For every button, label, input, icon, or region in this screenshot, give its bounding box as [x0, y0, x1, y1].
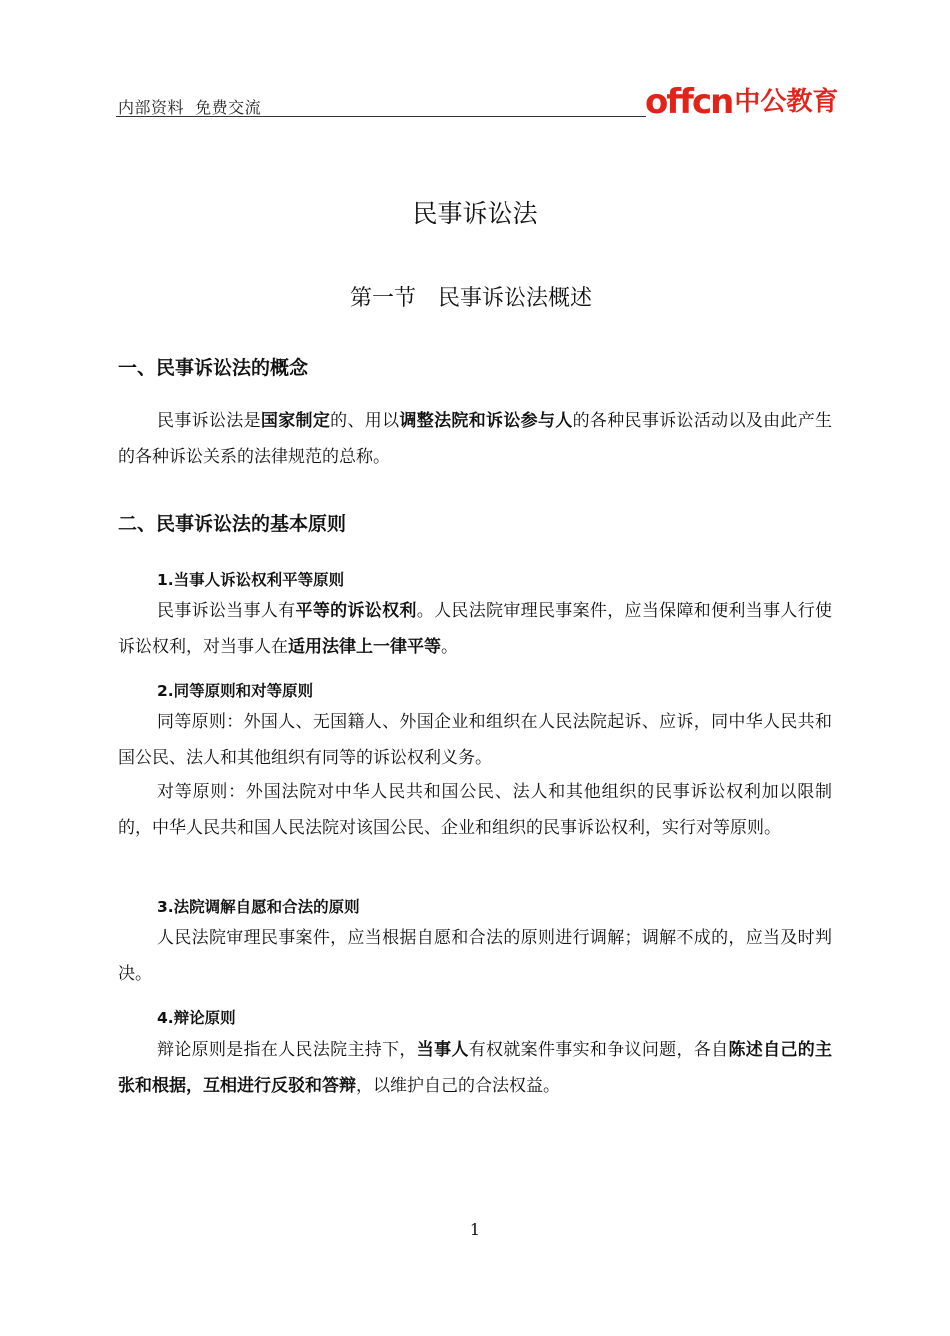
- section-title: 第一节 民事诉讼法概述: [349, 286, 592, 311]
- text-run: 辩论原则是指在人民法院主持下，: [157, 1040, 417, 1060]
- principle-2-paragraph-2: 对等原则：外国法院对中华人民共和国公民、法人和其他组织的民事诉讼权利加以限制的，中华人民共和国人民法院对该国公民、企业和组织的民事诉讼权利，实行对等原则。: [118, 782, 832, 838]
- bold-run: 调整法院和诉讼参与人: [399, 411, 573, 431]
- principle-1-heading: 1.当事人诉讼权利平等原则: [157, 571, 345, 589]
- text-run: 有权就案件事实和争议问题，各自: [468, 1040, 729, 1060]
- header-note: 内部资料 免费交流: [118, 98, 262, 117]
- text-run: ，以维护自己的合法权益。: [356, 1076, 560, 1096]
- concept-heading: 一、民事诉讼法的概念: [118, 357, 309, 379]
- text-run: 的各种民事诉讼活动以及由此产生的各种诉讼关系的法律规范的总称。: [118, 411, 833, 467]
- principle-3-heading: 3.法院调解自愿和合法的原则: [157, 898, 360, 916]
- principle-4-heading: 4.辩论原则: [157, 1009, 236, 1027]
- logo-chinese: 中公教育: [734, 87, 839, 117]
- text-run: 。: [441, 637, 458, 657]
- principle-2-paragraph-1: 同等原则：外国人、无国籍人、外国企业和组织在人民法院起诉、应诉，同中华人民共和国公民、法人和其他组织有同等的诉讼权利义务。: [118, 712, 832, 768]
- bold-run: 平等的诉讼权利: [295, 601, 417, 621]
- offcn-logo: [645, 78, 838, 122]
- bold-run: 陈述自己的主张和根据，互相进行反驳和答辩: [118, 1040, 833, 1096]
- document-title: 民事诉讼法: [412, 199, 538, 228]
- concept-paragraph: [118, 403, 832, 475]
- bold-run: 国家制定: [260, 411, 331, 431]
- text-run: 民事诉讼法是: [157, 411, 261, 431]
- principle-3-paragraph: 人民法院审理民事案件，应当根据自愿和合法的原则进行调解；调解不成的，应当及时判决。: [118, 928, 832, 984]
- page-number: 1: [469, 1220, 481, 1239]
- text-run: 民事诉讼当事人有: [157, 601, 296, 621]
- principle-2-heading: 2.同等原则和对等原则: [157, 682, 314, 700]
- text-run: 。人民法院审理民事案件，应当保障和便利当事人行使诉讼权利，对当事人在: [118, 601, 833, 657]
- text-run: 的、用以: [330, 411, 400, 431]
- bold-run: 当事人: [416, 1040, 469, 1060]
- bold-run: 适用法律上一律平等: [288, 637, 441, 657]
- logo-word: offcn: [645, 82, 733, 122]
- principles-heading: 二、民事诉讼法的基本原则: [118, 513, 347, 535]
- header-rule: [116, 116, 646, 117]
- principle-4-paragraph: [118, 1032, 832, 1104]
- principle-1-paragraph: [118, 593, 832, 665]
